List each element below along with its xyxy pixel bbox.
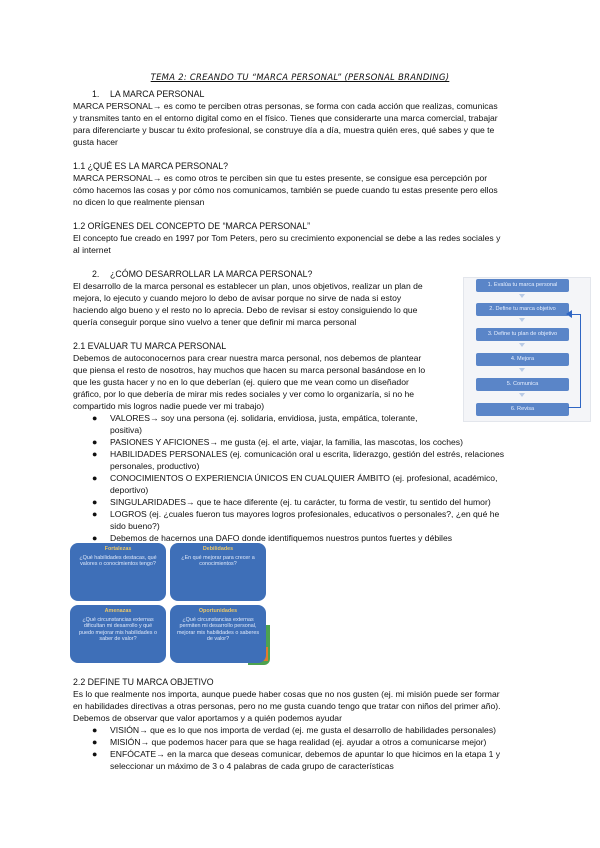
flow-step: 4. Mejora bbox=[476, 353, 569, 366]
section-2-1-line: compartido mis logros nadie puede ver mi trabajo) bbox=[73, 401, 265, 411]
bullet-item-line: VALORES→ soy una persona (ej. solidaria, envidiosa, justa, empática, tolerante, bbox=[110, 413, 418, 423]
section-1-heading: LA MARCA PERSONAL bbox=[110, 89, 205, 99]
section-1-1-line: cómo hacemos las cosas y por cómo nos comunicamos, también se puede cuando tu estas presente pero ellos bbox=[73, 185, 498, 195]
section-2-number: 2. bbox=[92, 269, 100, 279]
document-title: TEMA 2: CREANDO TU “MARCA PERSONAL” (PERSONAL BRANDING) bbox=[150, 72, 450, 82]
flow-arrow-icon bbox=[519, 368, 525, 372]
section-1-1-line: no dicen lo que realmente piensan bbox=[73, 197, 205, 207]
dafo-quadrant-text: ¿Qué circunstancias externas dificultan mi desarrollo y qué puedo mejorar mis habilidades o saber de valor? bbox=[79, 616, 157, 643]
flow-arrow-icon bbox=[519, 343, 525, 347]
dafo-quadrant-title: Oportunidades bbox=[198, 608, 238, 614]
bullet-item-line: MISIÓN→ que podemos hacer para que se haga realidad (ej. ayudar a otros a comunicarse mejor) bbox=[110, 737, 487, 747]
dafo-quadrant-text: ¿Qué habilidades destacas, qué valores o conocimientos tengo? bbox=[79, 554, 157, 568]
bullet-icon: ● bbox=[92, 749, 98, 759]
bullet-icon: ● bbox=[92, 737, 98, 747]
section-1-2-line: al internet bbox=[73, 245, 111, 255]
bullet-icon: ● bbox=[92, 497, 98, 507]
dafo-quadrant-text: ¿Qué circunstancias externas permiten mi desarrollo personal, mejorar mis habilidades o saberes de valor? bbox=[176, 616, 260, 643]
bullet-item-line: ENFÓCATE→ en la marca que deseas comunicar, debemos de apuntar lo que hicimos en la etapa 1 y bbox=[110, 749, 501, 759]
bullet-icon: ● bbox=[92, 437, 98, 447]
dafo-quadrant-title: Debilidades bbox=[202, 546, 234, 552]
flow-step: 5. Comunica bbox=[476, 378, 569, 391]
process-flow-diagram bbox=[463, 277, 591, 422]
section-2-2-heading: 2.2 DEFINE TU MARCA OBJETIVO bbox=[73, 677, 214, 687]
section-2-2-line: en habilidades directivas a otras personas, pero no me gusta cuando tengo que tratar con niños del primer año). bbox=[73, 701, 501, 711]
section-2-1-heading: 2.1 EVALUAR TU MARCA PERSONAL bbox=[73, 341, 227, 351]
section-2-1-line: gráfico, por lo que debería de mirar mis redes sociales y ver como lo organizaría, si no he bbox=[73, 389, 415, 399]
flow-arrow-icon bbox=[519, 318, 525, 322]
bullet-icon: ● bbox=[92, 725, 98, 735]
bullet-icon: ● bbox=[92, 473, 98, 483]
flow-arrow-icon bbox=[519, 294, 525, 298]
bullet-item-line: CONOCIMIENTOS O EXPERIENCIA ÚNICOS EN CUALQUIER ÁMBITO (ej. profesional, académico, bbox=[110, 473, 498, 483]
dafo-quadrant-oportunidades bbox=[170, 605, 266, 663]
bullet-item-line: positiva) bbox=[110, 425, 142, 435]
dafo-quadrant-fortalezas bbox=[70, 543, 166, 601]
section-2-1-line: Debemos de autoconocernos para crear nuestra marca personal, nos debemos de plantear bbox=[73, 353, 422, 363]
bullet-item-line: Debemos de hacernos una DAFO donde identifiquemos nuestros puntos fuertes y débiles bbox=[110, 533, 453, 543]
bullet-icon: ● bbox=[92, 413, 98, 423]
dafo-quadrant-title: Fortalezas bbox=[104, 546, 132, 552]
bullet-item-line: LOGROS (ej. ¿cuales fueron tus mayores logros profesionales, educativos o personales?, ¿en qué he bbox=[110, 509, 500, 519]
bullet-item-line: deportivo) bbox=[110, 485, 149, 495]
section-2-1-line: que les gusta hacer y no en lo que deberían (ej. quiero que me vean como un diseñador bbox=[73, 377, 409, 387]
bullet-item-line: HABILIDADES PERSONALES (ej. comunicación oral u escrita, liderazgo, gestión del estrés, relaciones bbox=[110, 449, 505, 459]
loop-arrow-icon bbox=[566, 310, 572, 318]
flow-step: 1. Evalúa tu marca personal bbox=[476, 279, 569, 292]
section-1-line: MARCA PERSONAL→ es como te perciben otras personas, se forma con cada acción que realizas, comunicas bbox=[73, 101, 498, 111]
section-2-1-line: que piensa el resto de nosotros, hay muchos que hacen su marca personal basándose en lo bbox=[73, 365, 426, 375]
bullet-item-line: sido bueno?) bbox=[110, 521, 160, 531]
section-2-2-line: Debemos de observar que valor aportamos y a quién podemos ayudar bbox=[73, 713, 342, 723]
section-1-number: 1. bbox=[92, 89, 100, 99]
flow-arrow-icon bbox=[519, 393, 525, 397]
section-2-line: El desarrollo de la marca personal es establecer un plan, unos objetivos, realizar un plan de bbox=[73, 281, 423, 291]
bullet-item-line: personales, productivo) bbox=[110, 461, 200, 471]
bullet-icon: ● bbox=[92, 449, 98, 459]
section-1-2-heading: 1.2 ORÍGENES DEL CONCEPTO DE “MARCA PERSONAL” bbox=[73, 221, 311, 231]
bullet-item-line: PASIONES Y AFICIONES→ me gusta (ej. el arte, viajar, la familia, las mascotas, los coches) bbox=[110, 437, 463, 447]
section-1-1-heading: 1.1 ¿QUÉ ES LA MARCA PERSONAL? bbox=[73, 161, 228, 171]
dafo-diagram bbox=[70, 543, 270, 665]
section-1-1-line: MARCA PERSONAL→ es como otros te perciben sin que tu estes presente, se consigue esa percepción por bbox=[73, 173, 488, 183]
section-2-line: haciendo algo bueno y el resto no lo aprecia. Debo de revisar si estoy consiguiendo lo que bbox=[73, 305, 418, 315]
flow-step: 2. Define tu marca objetivo bbox=[476, 303, 569, 316]
bullet-item-line: seleccionar un máximo de 3 o 4 palabras de cada grupo de características bbox=[110, 761, 394, 771]
dafo-quadrant-title: Amenazas bbox=[104, 608, 132, 614]
section-2-2-line: Es lo que realmente nos importa, aunque puede haber cosas que no nos gusten (ej. mi misión puede ser formar bbox=[73, 689, 500, 699]
bullet-item-line: SINGULARIDADES→ que te hace diferente (ej. tu carácter, tu forma de vestir, tu sentido del humor) bbox=[110, 497, 491, 507]
section-2-heading: ¿CÓMO DESARROLLAR LA MARCA PERSONAL? bbox=[110, 269, 313, 279]
flow-step: 3. Define tu plan de objetivo bbox=[476, 328, 569, 341]
section-1-line: y transmites tanto en el entorno digital como en el físico. Tienes que considerarte una marca comercial, trabajar bbox=[73, 113, 498, 123]
bullet-icon: ● bbox=[92, 533, 98, 543]
dafo-quadrant-amenazas bbox=[70, 605, 166, 663]
section-2-line: quería conseguir porque sino vuelvo a tener que definir mi marca personal bbox=[73, 317, 357, 327]
section-1-line: para diferenciarte y buscar tu éxito profesional, se construye día a día, muestra quién eres, qué sabes y que te bbox=[73, 125, 495, 135]
flow-step: 6. Revisa bbox=[476, 403, 569, 416]
bullet-item-line: VISIÓN→ que es lo que nos importa de verdad (ej. me gusta el desarrollo de habilidades personales) bbox=[110, 725, 496, 735]
section-2-line: mejora, lo ejecuto y cuando mejoro lo debo de avisar porque no sirve de nada si estoy bbox=[73, 293, 402, 303]
feedback-loop-line bbox=[568, 314, 581, 408]
dafo-quadrant-debilidades bbox=[170, 543, 266, 601]
section-1-2-line: El concepto fue creado en 1997 por Tom Peters, pero su crecimiento exponencial se debe a las redes sociales y bbox=[73, 233, 501, 243]
dafo-quadrant-text: ¿En qué mejorar para crecer a conocimientos? bbox=[181, 554, 255, 568]
bullet-icon: ● bbox=[92, 509, 98, 519]
section-1-line: gusta hacer bbox=[73, 137, 118, 147]
